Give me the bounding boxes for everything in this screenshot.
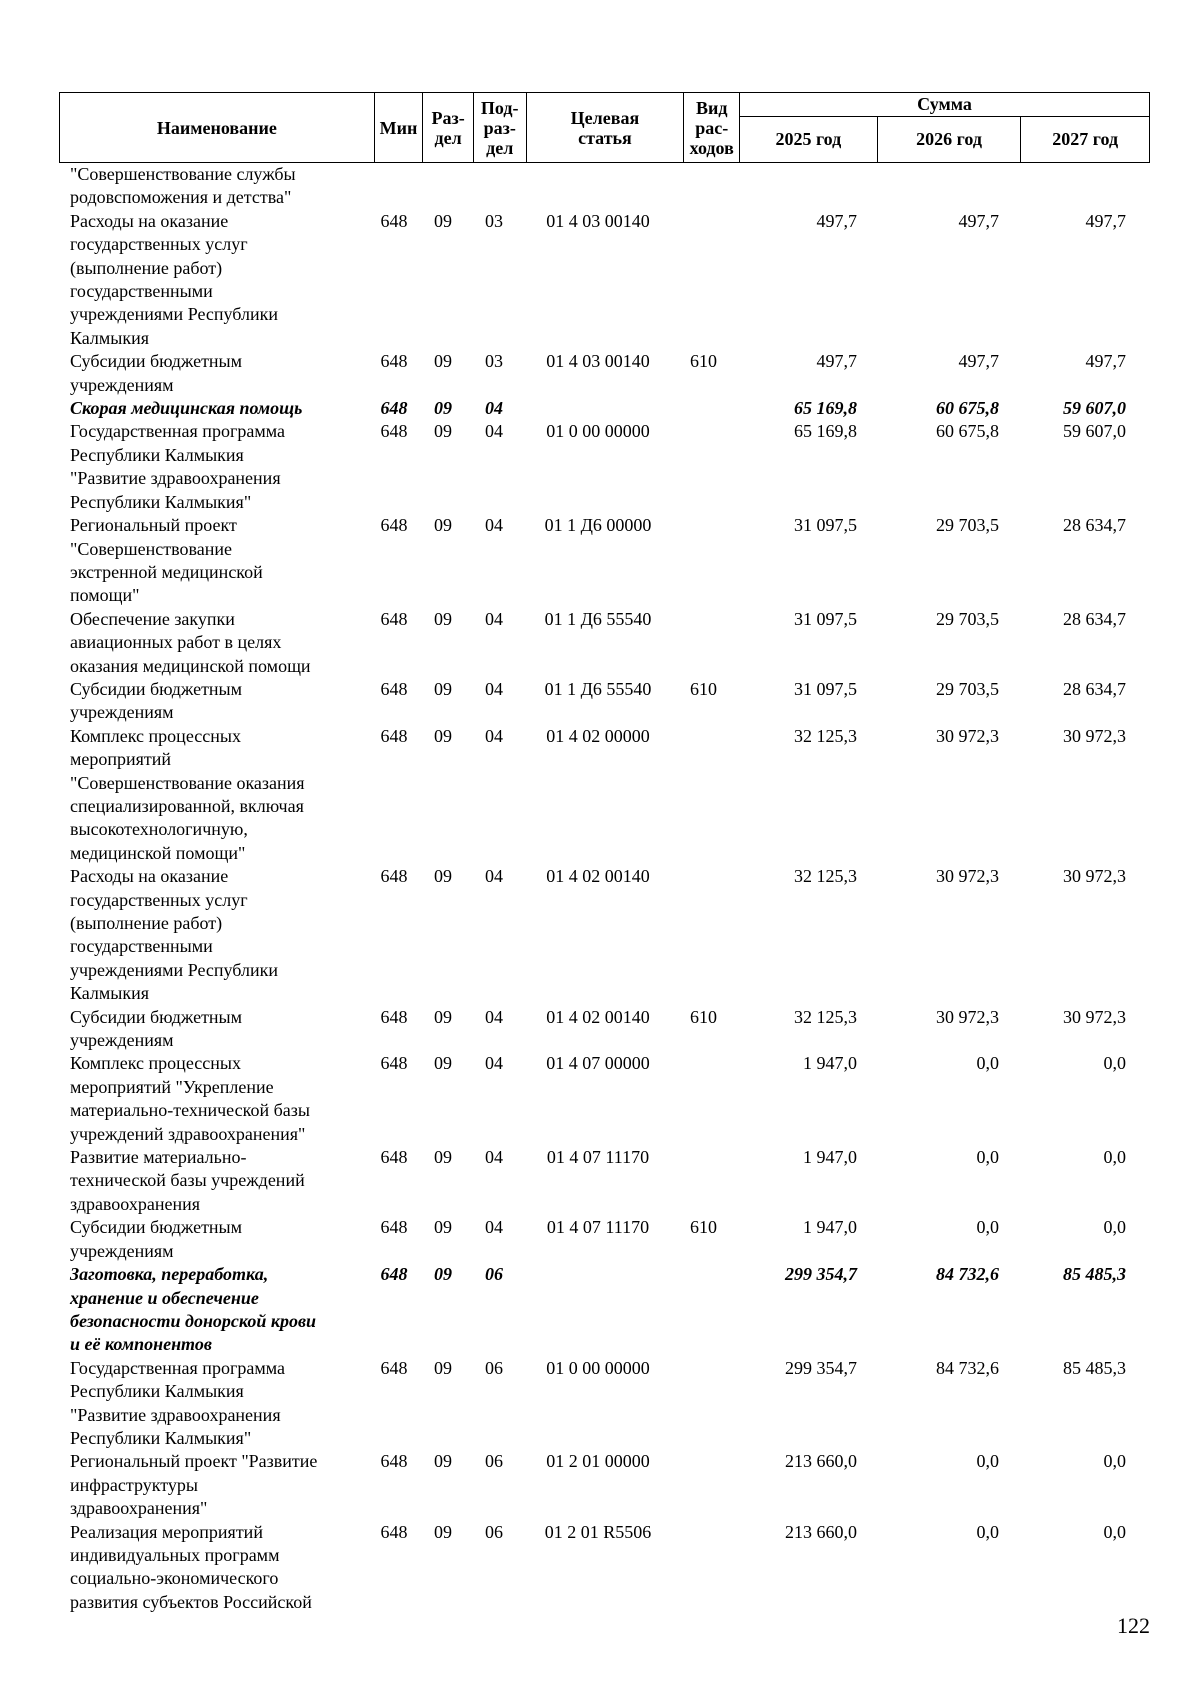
- row-target: [520, 397, 676, 420]
- row-sum-2026: 497,7: [958, 351, 999, 372]
- row-name: Скорая медицинская помощь: [70, 398, 303, 419]
- row-min: 648: [380, 608, 408, 629]
- row-target: 01 4 02 00140: [546, 1006, 650, 1027]
- row-razdel: 09: [434, 1357, 452, 1378]
- row-name: Обеспечение закупки авиационных работ в целях оказания медицинской помощи: [70, 608, 311, 676]
- header-vid: Вид рас- ходов: [684, 93, 740, 163]
- row-sum-2026: 29 703,5: [936, 678, 999, 699]
- row-target: 01 4 03 00140: [546, 210, 650, 231]
- table-row: [59, 350, 1150, 397]
- row-sum-2027: 497,7: [1085, 210, 1126, 231]
- row-razdel: 09: [434, 210, 452, 231]
- row-sum-2026: [867, 163, 1009, 210]
- table-body: [59, 163, 1150, 1614]
- row-vid: [676, 514, 731, 608]
- row-min: 648: [380, 351, 408, 372]
- row-sum-2025: 1 947,0: [803, 1053, 857, 1074]
- row-razdel: 09: [434, 725, 452, 746]
- row-razdel: 09: [434, 608, 452, 629]
- page-number: 122: [1117, 1613, 1150, 1638]
- row-target: 01 4 07 11170: [546, 1217, 650, 1238]
- row-sum-2025: 299 354,7: [785, 1357, 857, 1378]
- row-sum-2026: 30 972,3: [936, 1006, 999, 1027]
- row-target: 01 0 00 00000: [546, 1357, 650, 1378]
- row-sum-2026: 0,0: [976, 1521, 999, 1542]
- row-min: 648: [380, 210, 408, 231]
- table-row: [59, 420, 1150, 514]
- row-sum-2025: 32 125,3: [794, 725, 857, 746]
- row-target: 01 2 01 00000: [546, 1451, 650, 1472]
- row-target: 01 4 07 00000: [546, 1053, 650, 1074]
- row-target: 01 0 00 00000: [546, 421, 650, 442]
- table-row: [59, 163, 1150, 210]
- row-min: 648: [380, 1053, 408, 1074]
- row-min: 648: [380, 1006, 408, 1027]
- row-razdel: 09: [434, 1006, 452, 1027]
- row-sum-2027: 28 634,7: [1063, 678, 1126, 699]
- row-razdel: 09: [434, 1217, 452, 1238]
- row-podrazdel: 03: [485, 210, 503, 231]
- row-podrazdel: 06: [485, 1264, 503, 1285]
- row-min: 648: [380, 866, 408, 887]
- row-podrazdel: 04: [485, 398, 503, 419]
- row-vid: [676, 210, 731, 350]
- row-vid: [676, 725, 731, 865]
- row-podrazdel: 04: [485, 866, 503, 887]
- row-name: Расходы на оказание государственных услуг (выполнение работ) государственными учреждениями Республики Калмыкия: [70, 210, 278, 348]
- row-vid: [676, 608, 731, 678]
- row-vid: [676, 865, 731, 1005]
- row-vid: [676, 1521, 731, 1615]
- row-razdel: 09: [434, 1147, 452, 1168]
- row-sum-2026: 497,7: [958, 210, 999, 231]
- row-razdel: 09: [434, 1451, 452, 1472]
- row-vid: 610: [690, 678, 717, 699]
- row-vid: 610: [690, 1006, 717, 1027]
- table-row: [59, 1263, 1150, 1357]
- row-vid: [676, 163, 731, 210]
- table-header: [59, 92, 1150, 163]
- header-year-2027: 2027 год: [1021, 116, 1150, 162]
- row-podrazdel: 04: [485, 678, 503, 699]
- row-podrazdel: 04: [485, 608, 503, 629]
- table-row: [59, 608, 1150, 678]
- row-sum-2027: 0,0: [1103, 1053, 1126, 1074]
- row-name: Региональный проект "Совершенствование экстренной медицинской помощи": [70, 515, 263, 606]
- row-podrazdel: 04: [485, 1053, 503, 1074]
- row-vid: [676, 1052, 731, 1146]
- row-razdel: 09: [434, 1053, 452, 1074]
- row-sum-2025: [731, 163, 867, 210]
- row-name: Комплекс процессных мероприятий "Совершенствование оказания специализированной, включая высокотехнологичную, медицинской помощи": [70, 725, 305, 863]
- row-sum-2027: 85 485,3: [1063, 1357, 1126, 1378]
- row-podrazdel: 04: [485, 725, 503, 746]
- row-vid: [676, 1263, 731, 1357]
- table-row: [59, 1146, 1150, 1216]
- row-name: Субсидии бюджетным учреждениям: [70, 1217, 243, 1261]
- table-row: [59, 210, 1150, 350]
- row-sum-2027: 28 634,7: [1063, 608, 1126, 629]
- row-sum-2026: 60 675,8: [936, 398, 999, 419]
- row-vid: [676, 1357, 731, 1451]
- row-sum-2025: 65 169,8: [794, 421, 857, 442]
- row-name: Развитие материально- технической базы учреждений здравоохранения: [70, 1147, 305, 1214]
- row-razdel: 09: [434, 1521, 452, 1542]
- row-name: Региональный проект "Развитие инфраструктуры здравоохранения": [70, 1451, 318, 1519]
- row-min: 648: [380, 1264, 408, 1285]
- table-row: [59, 1357, 1150, 1451]
- row-podrazdel: [468, 163, 520, 210]
- row-sum-2025: 32 125,3: [794, 1006, 857, 1027]
- row-min: 648: [380, 1521, 408, 1542]
- row-podrazdel: 03: [485, 351, 503, 372]
- row-target: 01 1 Д6 00000: [544, 515, 652, 536]
- row-name: Субсидии бюджетным учреждениям: [70, 678, 243, 723]
- row-sum-2027: 30 972,3: [1063, 1006, 1126, 1027]
- row-target: [520, 163, 676, 210]
- row-vid: [676, 397, 731, 420]
- row-name: Комплекс процессных мероприятий "Укрепление материально-технической базы учреждений здравоохранения": [70, 1053, 310, 1144]
- row-sum-2027: 0,0: [1103, 1217, 1126, 1238]
- row-razdel: 09: [434, 678, 452, 699]
- row-sum-2026: 0,0: [976, 1217, 999, 1238]
- row-vid: [676, 420, 731, 514]
- header-razdel: Раз- дел: [423, 93, 474, 163]
- row-sum-2025: 1 947,0: [803, 1217, 857, 1238]
- row-sum-2027: 0,0: [1103, 1521, 1126, 1542]
- row-target: [520, 1263, 676, 1357]
- row-sum-2025: 497,7: [816, 351, 857, 372]
- row-razdel: 09: [434, 866, 452, 887]
- row-min: [370, 163, 418, 210]
- row-sum-2025: 497,7: [816, 210, 857, 231]
- row-min: 648: [380, 515, 408, 536]
- header-year-2026: 2026 год: [877, 116, 1021, 162]
- row-sum-2025: 32 125,3: [794, 866, 857, 887]
- row-min: 648: [380, 1217, 408, 1238]
- row-sum-2025: 31 097,5: [794, 608, 857, 629]
- row-target: 01 4 07 11170: [546, 1147, 650, 1168]
- table-row: [59, 1450, 1150, 1520]
- row-razdel: [418, 163, 468, 210]
- row-sum-2027: 85 485,3: [1063, 1264, 1126, 1285]
- row-sum-2026: 60 675,8: [936, 421, 999, 442]
- row-sum-2025: 65 169,8: [794, 398, 857, 419]
- row-name: "Совершенствование службы родовспоможения и детства": [70, 164, 296, 208]
- row-min: 648: [380, 1147, 408, 1168]
- table-row: [59, 1006, 1150, 1053]
- table-row: [59, 1216, 1150, 1263]
- row-sum-2025: 31 097,5: [794, 515, 857, 536]
- row-sum-2027: 59 607,0: [1063, 398, 1126, 419]
- row-vid: 610: [690, 1217, 717, 1238]
- row-name: Государственная программа Республики Калмыкия "Развитие здравоохранения Республики Калмыкия": [70, 421, 285, 512]
- row-razdel: 09: [434, 398, 452, 419]
- row-target: 01 4 02 00140: [546, 866, 650, 887]
- row-min: 648: [380, 398, 408, 419]
- table-row: [59, 397, 1150, 420]
- row-sum-2027: 0,0: [1103, 1451, 1126, 1472]
- row-sum-2026: 30 972,3: [936, 866, 999, 887]
- header-target: Целевая статья: [526, 93, 684, 163]
- row-target: 01 1 Д6 55540: [544, 678, 652, 699]
- row-podrazdel: 06: [485, 1451, 503, 1472]
- row-min: 648: [380, 421, 408, 442]
- row-podrazdel: 04: [485, 1006, 503, 1027]
- table-row: [59, 1521, 1150, 1615]
- row-vid: [676, 1146, 731, 1216]
- row-podrazdel: 06: [485, 1357, 503, 1378]
- table-row: [59, 1052, 1150, 1146]
- row-min: 648: [380, 1357, 408, 1378]
- row-razdel: 09: [434, 515, 452, 536]
- header-sum: Сумма: [740, 93, 1150, 117]
- row-vid: 610: [690, 351, 717, 372]
- row-sum-2027: [1009, 163, 1136, 210]
- row-podrazdel: 04: [485, 421, 503, 442]
- table-row: [59, 865, 1150, 1005]
- table-row: [59, 514, 1150, 608]
- header-podrazdel: Под- раз- дел: [473, 93, 526, 163]
- row-sum-2025: 213 660,0: [785, 1521, 857, 1542]
- row-target: 01 2 01 R5506: [544, 1521, 652, 1542]
- header-min: Мин: [374, 93, 423, 163]
- row-target: 01 1 Д6 55540: [544, 608, 652, 629]
- row-name: Субсидии бюджетным учреждениям: [70, 1006, 243, 1051]
- header-year-2025: 2025 год: [740, 116, 878, 162]
- header-name: Наименование: [60, 93, 375, 163]
- row-sum-2025: 299 354,7: [785, 1264, 857, 1285]
- row-podrazdel: 04: [485, 1217, 503, 1238]
- row-sum-2026: 29 703,5: [936, 608, 999, 629]
- row-name: Субсидии бюджетным учреждениям: [70, 351, 243, 395]
- row-sum-2026: 29 703,5: [936, 515, 999, 536]
- row-sum-2027: 0,0: [1103, 1147, 1126, 1168]
- row-podrazdel: 06: [485, 1521, 503, 1542]
- row-vid: [676, 1450, 731, 1520]
- row-sum-2027: 59 607,0: [1063, 421, 1126, 442]
- row-name: Реализация мероприятий индивидуальных программ социально-экономического развития субъектов Российской: [70, 1521, 312, 1612]
- row-sum-2025: 213 660,0: [785, 1451, 857, 1472]
- row-name: Заготовка, переработка, хранение и обеспечение безопасности донорской крови и её компонентов: [70, 1264, 317, 1355]
- row-min: 648: [380, 678, 408, 699]
- row-min: 648: [380, 1451, 408, 1472]
- row-sum-2026: 0,0: [976, 1147, 999, 1168]
- row-sum-2027: 28 634,7: [1063, 515, 1126, 536]
- row-target: 01 4 03 00140: [546, 351, 650, 372]
- row-razdel: 09: [434, 1264, 452, 1285]
- row-razdel: 09: [434, 421, 452, 442]
- row-sum-2027: 30 972,3: [1063, 866, 1126, 887]
- row-podrazdel: 04: [485, 515, 503, 536]
- row-razdel: 09: [434, 351, 452, 372]
- row-name: Государственная программа Республики Калмыкия "Развитие здравоохранения Республики Калмыкия": [70, 1357, 285, 1448]
- table-row: [59, 678, 1150, 725]
- row-sum-2027: 497,7: [1085, 351, 1126, 372]
- row-sum-2025: 1 947,0: [803, 1147, 857, 1168]
- row-sum-2025: 31 097,5: [794, 678, 857, 699]
- row-target: 01 4 02 00000: [546, 725, 650, 746]
- row-name: Расходы на оказание государственных услуг (выполнение работ) государственными учреждениями Республики Калмыкия: [70, 866, 278, 1004]
- row-min: 648: [380, 725, 408, 746]
- row-sum-2027: 30 972,3: [1063, 725, 1126, 746]
- row-sum-2026: 0,0: [976, 1451, 999, 1472]
- table-row: [59, 725, 1150, 865]
- row-sum-2026: 84 732,6: [936, 1357, 999, 1378]
- row-podrazdel: 04: [485, 1147, 503, 1168]
- row-sum-2026: 84 732,6: [936, 1264, 999, 1285]
- row-sum-2026: 30 972,3: [936, 725, 999, 746]
- row-sum-2026: 0,0: [976, 1053, 999, 1074]
